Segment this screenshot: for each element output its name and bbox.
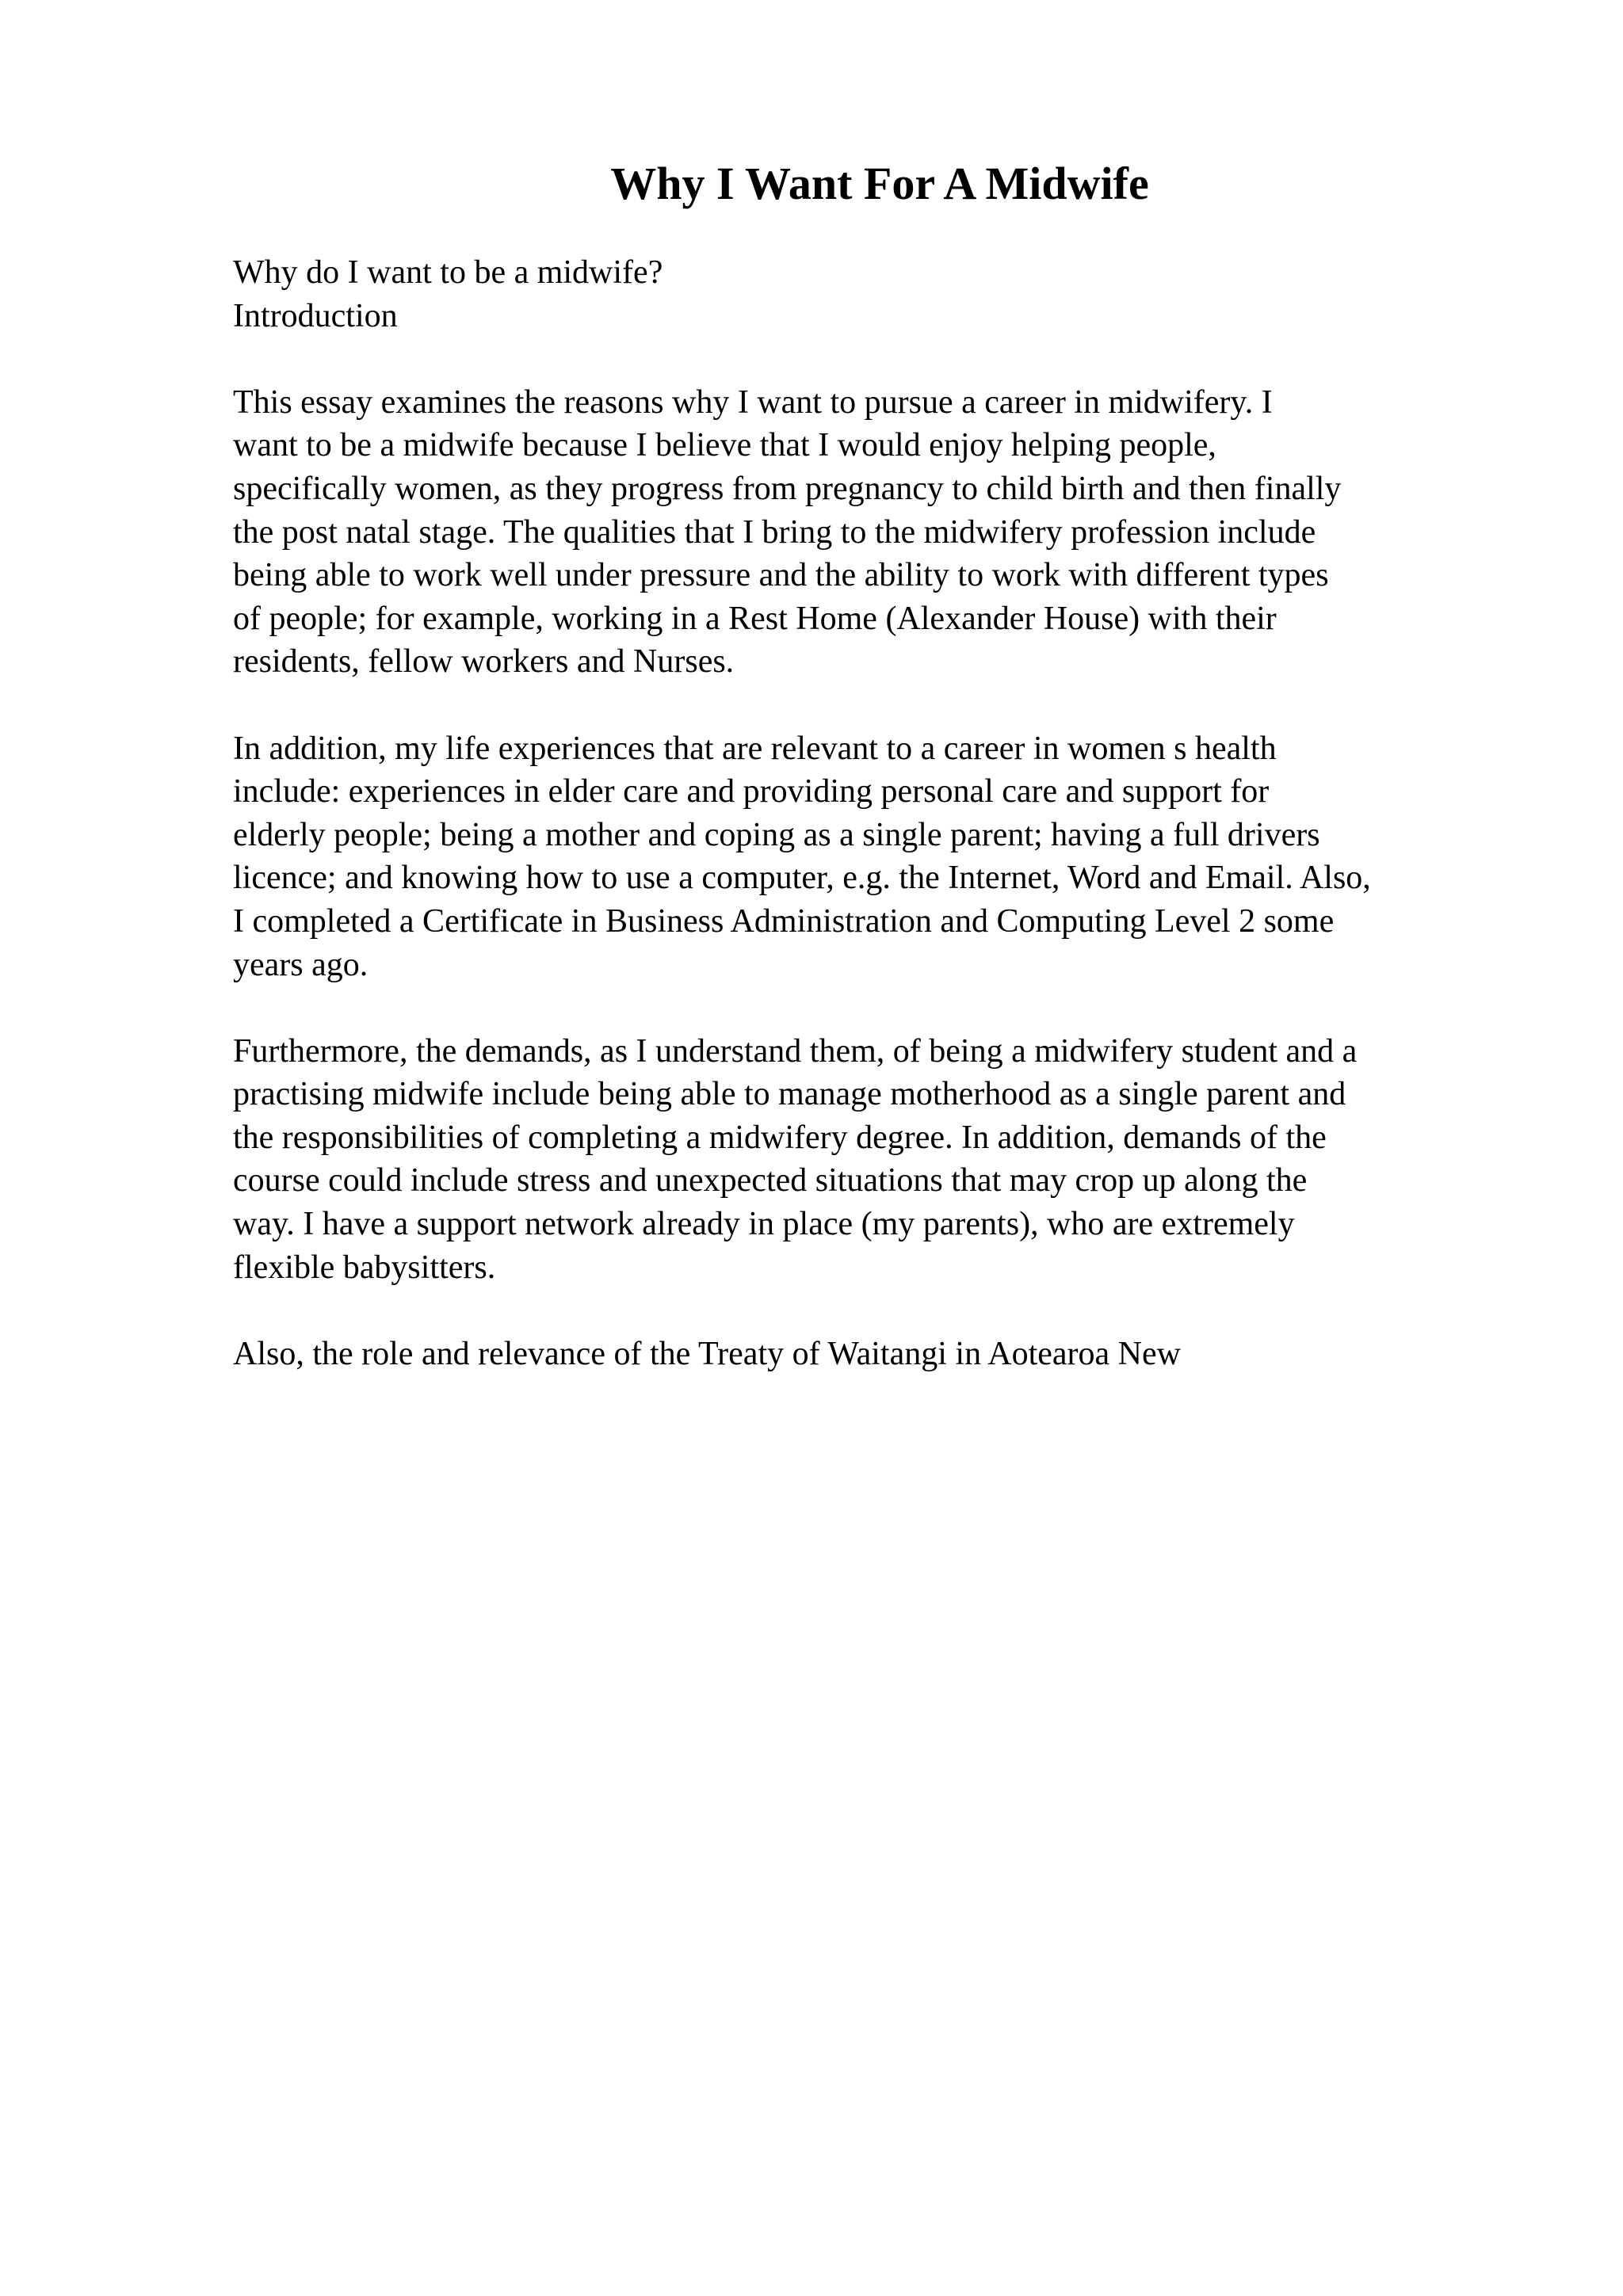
paragraph-line: Also, the role and relevance of the Treaty of Waitangi in Aotearoa New <box>233 1335 1181 1372</box>
paragraph-line: years ago. <box>233 946 369 983</box>
paragraph-3 <box>233 1030 1580 1290</box>
paragraph-line: specifically women, as they progress from pregnancy to child birth and then finally <box>233 470 1342 507</box>
section-heading: Introduction <box>233 297 398 334</box>
paragraph-4 <box>233 1333 1580 1376</box>
paragraph-line: way. I have a support network already in place (my parents), who are extremely <box>233 1206 1295 1243</box>
paragraph-line: flexible babysitters. <box>233 1249 496 1286</box>
paragraph-gap <box>233 1289 1580 1333</box>
paragraph-line: course could include stress and unexpected situations that may crop up along the <box>233 1162 1308 1199</box>
paragraph-line: Furthermore, the demands, as I understand them, of being a midwifery student and a <box>233 1032 1358 1070</box>
paragraph-line: include: experiences in elder care and providing personal care and support for <box>233 773 1270 810</box>
paragraph-line: residents, fellow workers and Nurses. <box>233 643 735 681</box>
paragraph-line: In addition, my life experiences that are relevant to a career in women s health <box>233 730 1277 767</box>
paragraph-1 <box>233 381 1580 684</box>
paragraph-line: licence; and knowing how to use a computer, e.g. the Internet, Word and Email. Also, <box>233 860 1371 897</box>
paragraph-line: elderly people; being a mother and coping as a single parent; having a full drivers <box>233 816 1320 853</box>
document-body <box>233 251 1580 1375</box>
document-title: Why I Want For A Midwife <box>610 158 1149 209</box>
paragraph-line: I completed a Certificate in Business Administration and Computing Level 2 some <box>233 902 1335 940</box>
paragraph-2 <box>233 727 1580 987</box>
paragraph-gap <box>233 986 1580 1030</box>
paragraph-line: of people; for example, working in a Rest Home (Alexander House) with their <box>233 600 1277 637</box>
paragraph-gap <box>233 338 1580 381</box>
paragraph-line: being able to work well under pressure and the ability to work with different types <box>233 557 1329 594</box>
paragraph-line: This essay examines the reasons why I want to pursue a career in midwifery. I <box>233 383 1273 421</box>
paragraph-line: practising midwife include being able to manage motherhood as a single parent and <box>233 1076 1346 1113</box>
essay-question: Why do I want to be a midwife? <box>233 254 663 291</box>
paragraph-gap <box>233 684 1580 727</box>
paragraph-line: the post natal stage. The qualities that I bring to the midwifery profession include <box>233 513 1316 551</box>
paragraph-line: want to be a midwife because I believe that I would enjoy helping people, <box>233 427 1216 464</box>
paragraph-line: the responsibilities of completing a midwifery degree. In addition, demands of the <box>233 1119 1327 1156</box>
